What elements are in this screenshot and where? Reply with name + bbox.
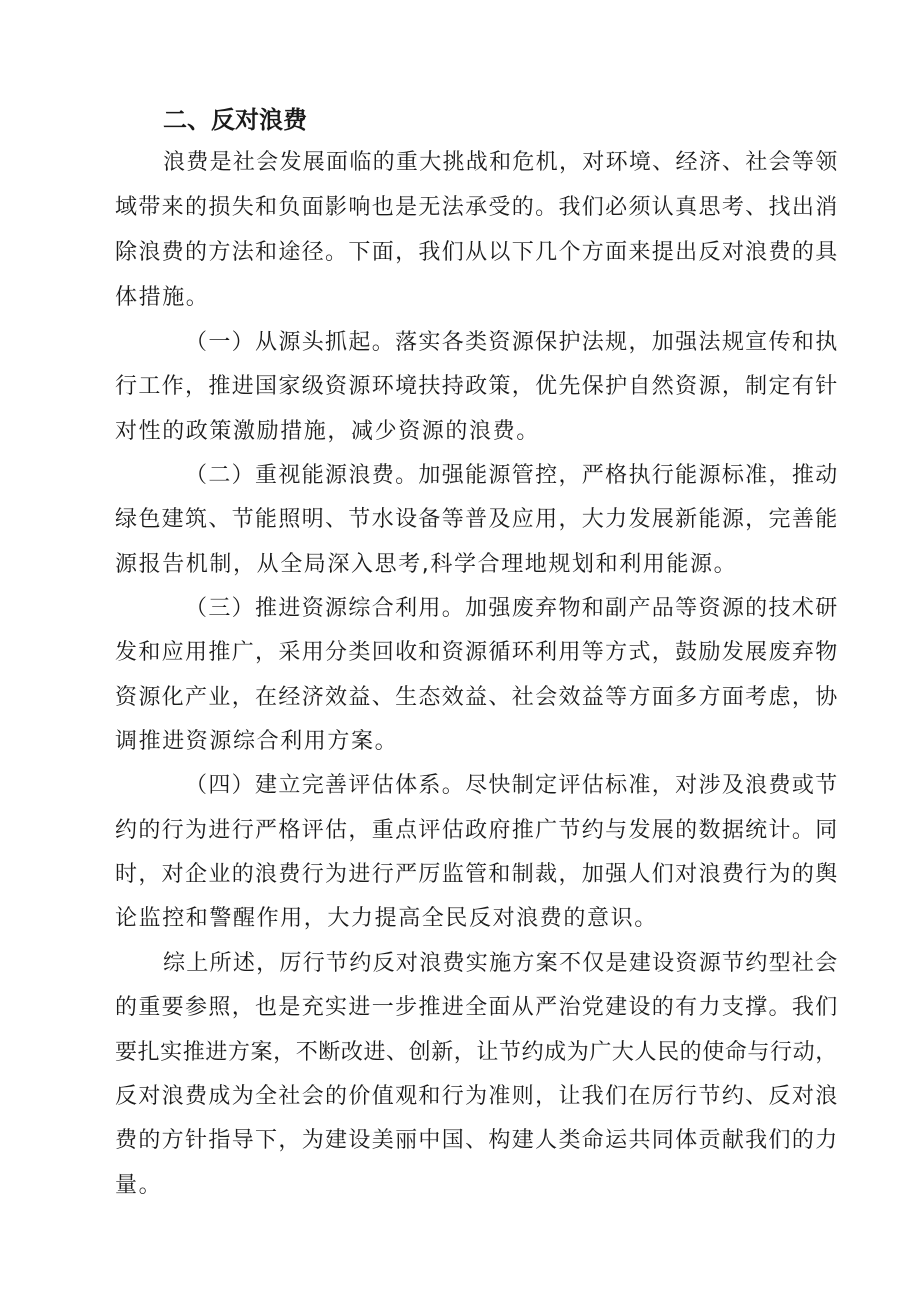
paragraph-3-line-2: 绿色建筑、节能照明、节水设备等普及应用，大力发展新能源，完善能 xyxy=(115,507,835,532)
paragraph-5-line-2: 约的行为进行严格评估，重点评估政府推广节约与发展的数据统计。同 xyxy=(115,818,835,843)
paragraph-1-line-4: 体措施。 xyxy=(115,285,210,310)
paragraph-1-line-2: 域带来的损失和负面影响也是无法承受的。我们必须认真思考、找出消 xyxy=(115,195,835,220)
paragraph-6-line-1: 综上所述，厉行节约反对浪费实施方案不仅是建设资源节约型社会 xyxy=(163,951,835,976)
paragraph-4-line-2: 发和应用推广，采用分类回收和资源循环利用等方式，鼓励发展废弃物 xyxy=(115,640,835,665)
paragraph-2-line-3: 对性的政策激励措施，减少资源的浪费。 xyxy=(115,419,540,444)
paragraph-6-line-4: 反对浪费成为全社会的价值观和行为准则，让我们在厉行节约、反对浪 xyxy=(115,1084,835,1109)
paragraph-1-line-1: 浪费是社会发展面临的重大挑战和危机，对环境、经济、社会等领 xyxy=(163,150,835,175)
paragraph-5-line-1: （四）建立完善评估体系。尽快制定评估标准，对涉及浪费或节 xyxy=(185,773,835,798)
paragraph-3-line-1: （二）重视能源浪费。加强能源管控，严格执行能源标准，推动 xyxy=(185,463,835,488)
paragraph-6-line-3: 要扎实推进方案，不断改进、创新，让节约成为广大人民的使命与行动， xyxy=(115,1040,835,1065)
paragraph-5-line-4: 论监控和警醒作用，大力提高全民反对浪费的意识。 xyxy=(115,906,658,931)
paragraph-3-line-3: 源报告机制，从全局深入思考,科学合理地规划和利用能源。 xyxy=(115,552,738,577)
paragraph-1-line-3: 除浪费的方法和途径。下面，我们从以下几个方面来提出反对浪费的具 xyxy=(115,240,835,265)
paragraph-2-line-1: （一）从源头抓起。落实各类资源保护法规，加强法规宣传和执 xyxy=(185,330,835,355)
section-heading: 二、反对浪费 xyxy=(163,106,307,134)
paragraph-4-line-3: 资源化产业，在经济效益、生态效益、社会效益等方面多方面考虑，协 xyxy=(115,685,835,710)
paragraph-5-line-3: 时，对企业的浪费行为进行严厉监管和制裁，加强人们对浪费行为的舆 xyxy=(115,862,835,887)
paragraph-2-line-2: 行工作，推进国家级资源环境扶持政策，优先保护自然资源，制定有针 xyxy=(115,374,835,399)
paragraph-6-line-5: 费的方针指导下，为建设美丽中国、构建人类命运共同体贡献我们的力 xyxy=(115,1128,835,1153)
paragraph-6-line-2: 的重要参照，也是充实进一步推进全面从严治党建设的有力支撑。我们 xyxy=(115,995,835,1020)
paragraph-4-line-4: 调推进资源综合利用方案。 xyxy=(115,729,399,754)
paragraph-4-line-1: （三）推进资源综合利用。加强废弃物和副产品等资源的技术研 xyxy=(185,596,835,621)
paragraph-6-line-6: 量。 xyxy=(115,1173,163,1198)
